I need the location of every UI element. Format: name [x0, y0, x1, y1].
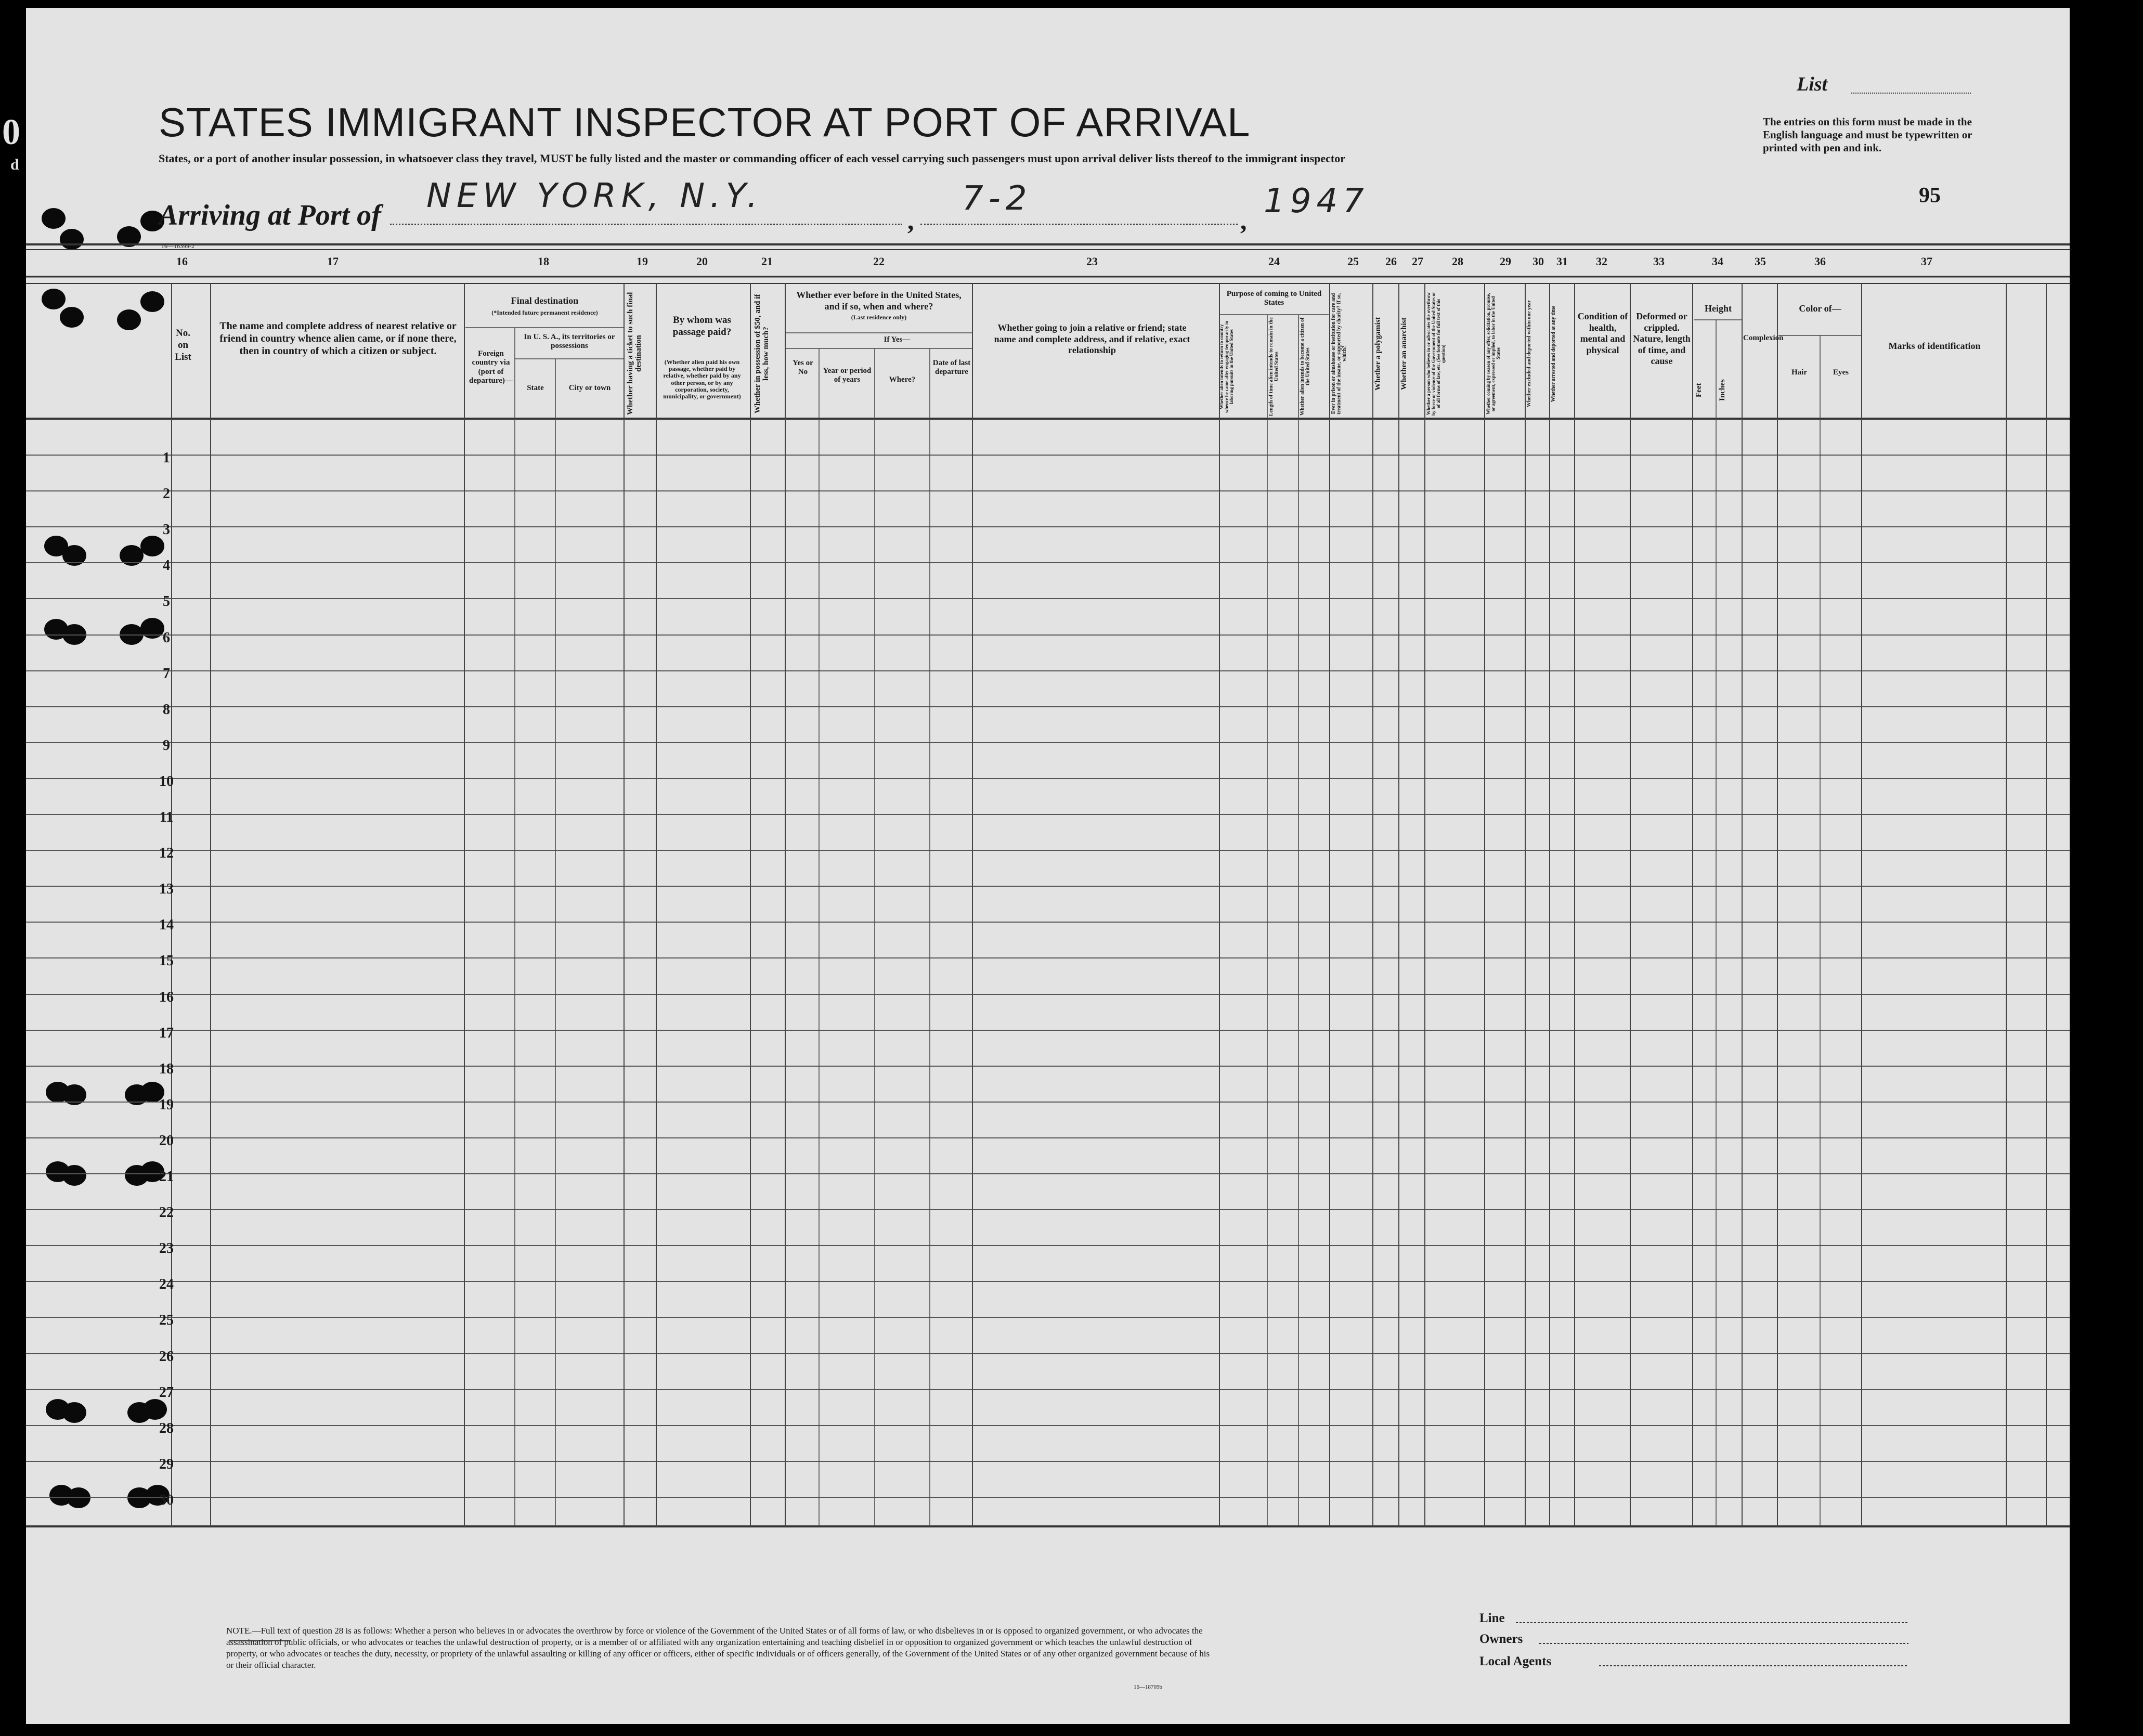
footer-form-code: 16—18709b — [1134, 1684, 1162, 1690]
col24-b: Length of time alien intends to remain in the United States — [1268, 317, 1280, 416]
col25-header: Ever in prison or almshouse or institution for care and treatment of the insane, or supported by charity? If so, which? — [1331, 293, 1347, 414]
row-number: 25 — [159, 1312, 174, 1328]
form-title: STATES IMMIGRANT INSPECTOR AT PORT OF ARRIVAL — [159, 99, 1251, 145]
col18-title: Final destination — [511, 295, 579, 306]
col27-header: Whether an anarchist — [1400, 317, 1408, 390]
col-number: 32 — [1596, 255, 1607, 268]
date-value: 7-2 — [962, 179, 1032, 218]
row-number: 1 — [163, 450, 170, 466]
form-instructions: The entries on this form must be made in the English language and must be typewritten or printed with pen and ink. — [1763, 115, 1972, 154]
row-number: 3 — [163, 522, 170, 538]
col24-title: Purpose of coming to United States — [1226, 290, 1322, 307]
row-number: 16 — [159, 989, 174, 1005]
row-number: 13 — [159, 881, 174, 897]
owners-label: Owners — [1479, 1632, 1523, 1646]
col18-foreign: Foreign country via (port of departure)— — [469, 349, 513, 385]
year-value: 1947 — [1264, 182, 1369, 221]
row-number: 11 — [159, 809, 174, 825]
col18-usa: In U. S. A., its territories or possessions — [524, 333, 615, 351]
col36-eyes: Eyes — [1833, 368, 1849, 377]
col18-state: State — [527, 384, 544, 392]
col-number: 24 — [1268, 255, 1280, 268]
row-number: 8 — [163, 702, 170, 718]
col21-header: Whether in possession of $50, and if less, how much? — [754, 294, 770, 413]
port-value: NEW YORK, N.Y. — [426, 177, 763, 215]
col32-header: Condition of health, mental and physical — [1577, 311, 1628, 355]
col29-header: Whether coming by reason of any offer, solicitation, promise, or agreement, expressed or implied, to labor in the United States — [1486, 293, 1501, 414]
col19-header: Whether having a ticket to such final destination — [626, 292, 643, 416]
col-number: 23 — [1086, 255, 1098, 268]
col22-sub: (Last residence only) — [851, 314, 907, 321]
col-number: 17 — [327, 255, 339, 268]
col33-header: Deformed or crippled. Nature, length of time, and cause — [1633, 311, 1691, 367]
row-number: 12 — [159, 845, 174, 861]
col-number: 16 — [176, 255, 188, 268]
row-number: 26 — [159, 1349, 174, 1365]
col-number: 31 — [1556, 255, 1568, 268]
row-number: 9 — [163, 737, 170, 754]
col-number: 28 — [1452, 255, 1463, 268]
col20-title: By whom was passage paid? — [672, 315, 732, 338]
col-number: 20 — [696, 255, 708, 268]
col30-header: Whether excluded and deported within one year — [1526, 300, 1532, 407]
col22-ifyes: If Yes— — [884, 335, 911, 344]
row-number: 18 — [159, 1061, 174, 1077]
row-number: 20 — [159, 1133, 174, 1149]
col24-a: Whether alien intends to return to country whence he came after engaging temporarily in laboring pursuits in the United States — [1219, 320, 1234, 413]
form-subtitle: States, or a port of another insular possession, in whatsoever class they travel, MUST be fully listed and the master or commanding officer of each vessel carrying such passengers must upon arrival deliver lists thereof to the immigrant inspector — [159, 152, 1345, 165]
col37-header: Marks of identification — [1888, 341, 1981, 351]
col22-year: Year or period of years — [823, 367, 872, 384]
question-28-note: NOTE.—Full text of question 28 is as follows: Whether a person who believes in or advocates the overthrow by force or violence of the Government of the United States or of all forms of law, or who disbelieves in or is opposed to organized government, or who advocates the assassination of public officials, or who advocates or teaches the unlawful destruction of property, or is a member of or affiliated with any organization entertaining and teaching disbelief in or opposition to organized government or which teaches the unlawful destruction of property, or who advocates or teaches the duty, necessity, or propriety of the unlawful assaulting or killing of any officer or officers, either of specific individuals or of officers generally, of the Government of the United States or of any other organized government because of his or their official character. — [226, 1626, 1210, 1670]
row-number: 10 — [159, 773, 174, 789]
col-number: 26 — [1385, 255, 1397, 268]
row-number: 21 — [159, 1169, 174, 1185]
col-number: 37 — [1921, 255, 1932, 268]
row-number: 29 — [159, 1456, 174, 1472]
col26-header: Whether a polygamist — [1374, 317, 1382, 391]
col28-header: Whether a person who believes in or advocates the overthrow by force or violence of the Government of the United States or of all forms of law, etc. (See footnote for full text of this question) — [1426, 292, 1446, 416]
col-number: 29 — [1500, 255, 1511, 268]
row-number: 14 — [159, 917, 174, 933]
col34-feet: Feet — [1695, 383, 1703, 397]
col22-date: Date of last departure — [932, 359, 971, 377]
col-number: 18 — [538, 255, 549, 268]
col16-header: No. on List — [175, 328, 191, 362]
col22-yesno: Yes or No — [793, 359, 813, 377]
col34-inches: Inches — [1718, 379, 1726, 401]
row-number: 15 — [159, 953, 174, 969]
col35-header: Complexion — [1743, 334, 1784, 342]
row-number: 5 — [163, 593, 170, 610]
row-number: 17 — [159, 1025, 174, 1041]
row-number: 23 — [159, 1240, 174, 1256]
col-number: 30 — [1532, 255, 1544, 268]
col17-header: The name and complete address of nearest relative or friend in country whence alien came, or if none there, then in country of which a citizen or subject. — [219, 320, 457, 357]
col18-sub: (*Intended future permanent residence) — [491, 309, 598, 316]
col-number: 36 — [1814, 255, 1826, 268]
col20-sub: (Whether alien paid his own passage, whether paid by relative, whether paid by any other person, or by any corporation, society, municipality, or government) — [663, 358, 741, 400]
col24-c: Whether alien intends to become a citizen of the United States — [1300, 317, 1311, 416]
col23-header: Whether going to join a relative or friend; state name and complete address, and if relative, exact relationship — [994, 322, 1190, 356]
arriving-label: Arriving at Port of — [159, 199, 381, 231]
col-number: 33 — [1653, 255, 1665, 268]
row-number: 30 — [159, 1492, 174, 1508]
col31-header: Whether arrested and deported at any time — [1551, 305, 1556, 402]
col22-title: Whether ever before in the United States, and if so, when and where? — [796, 290, 962, 312]
col-number: 27 — [1412, 255, 1423, 268]
row-number: 6 — [163, 630, 170, 646]
col-number: 22 — [873, 255, 885, 268]
margin-fragment: d — [10, 156, 19, 173]
line-label: Line — [1479, 1611, 1505, 1625]
col-number: 19 — [637, 255, 648, 268]
col-number: 25 — [1347, 255, 1359, 268]
page-number: 95 — [1919, 184, 1941, 208]
row-number: 28 — [159, 1420, 174, 1436]
row-number: 24 — [159, 1276, 174, 1292]
row-number: 7 — [163, 666, 170, 682]
col18-city: City or town — [568, 384, 611, 392]
row-number: 22 — [159, 1204, 174, 1221]
col-number: 34 — [1712, 255, 1723, 268]
row-number: 27 — [159, 1384, 174, 1401]
col22-where: Where? — [889, 375, 916, 384]
row-number: 4 — [163, 558, 170, 574]
col-number: 21 — [761, 255, 773, 268]
form-code: 16—16399-2 — [161, 242, 194, 250]
col34-title: Height — [1705, 303, 1732, 314]
col36-hair: Hair — [1791, 368, 1807, 377]
margin-fragment: 0 — [2, 112, 20, 152]
row-number: 19 — [159, 1097, 174, 1113]
col36-title: Color of— — [1799, 303, 1841, 314]
list-label: List — [1797, 73, 1828, 95]
row-number: 2 — [163, 486, 170, 502]
local-agents-label: Local Agents — [1479, 1654, 1552, 1668]
col-number: 35 — [1755, 255, 1766, 268]
